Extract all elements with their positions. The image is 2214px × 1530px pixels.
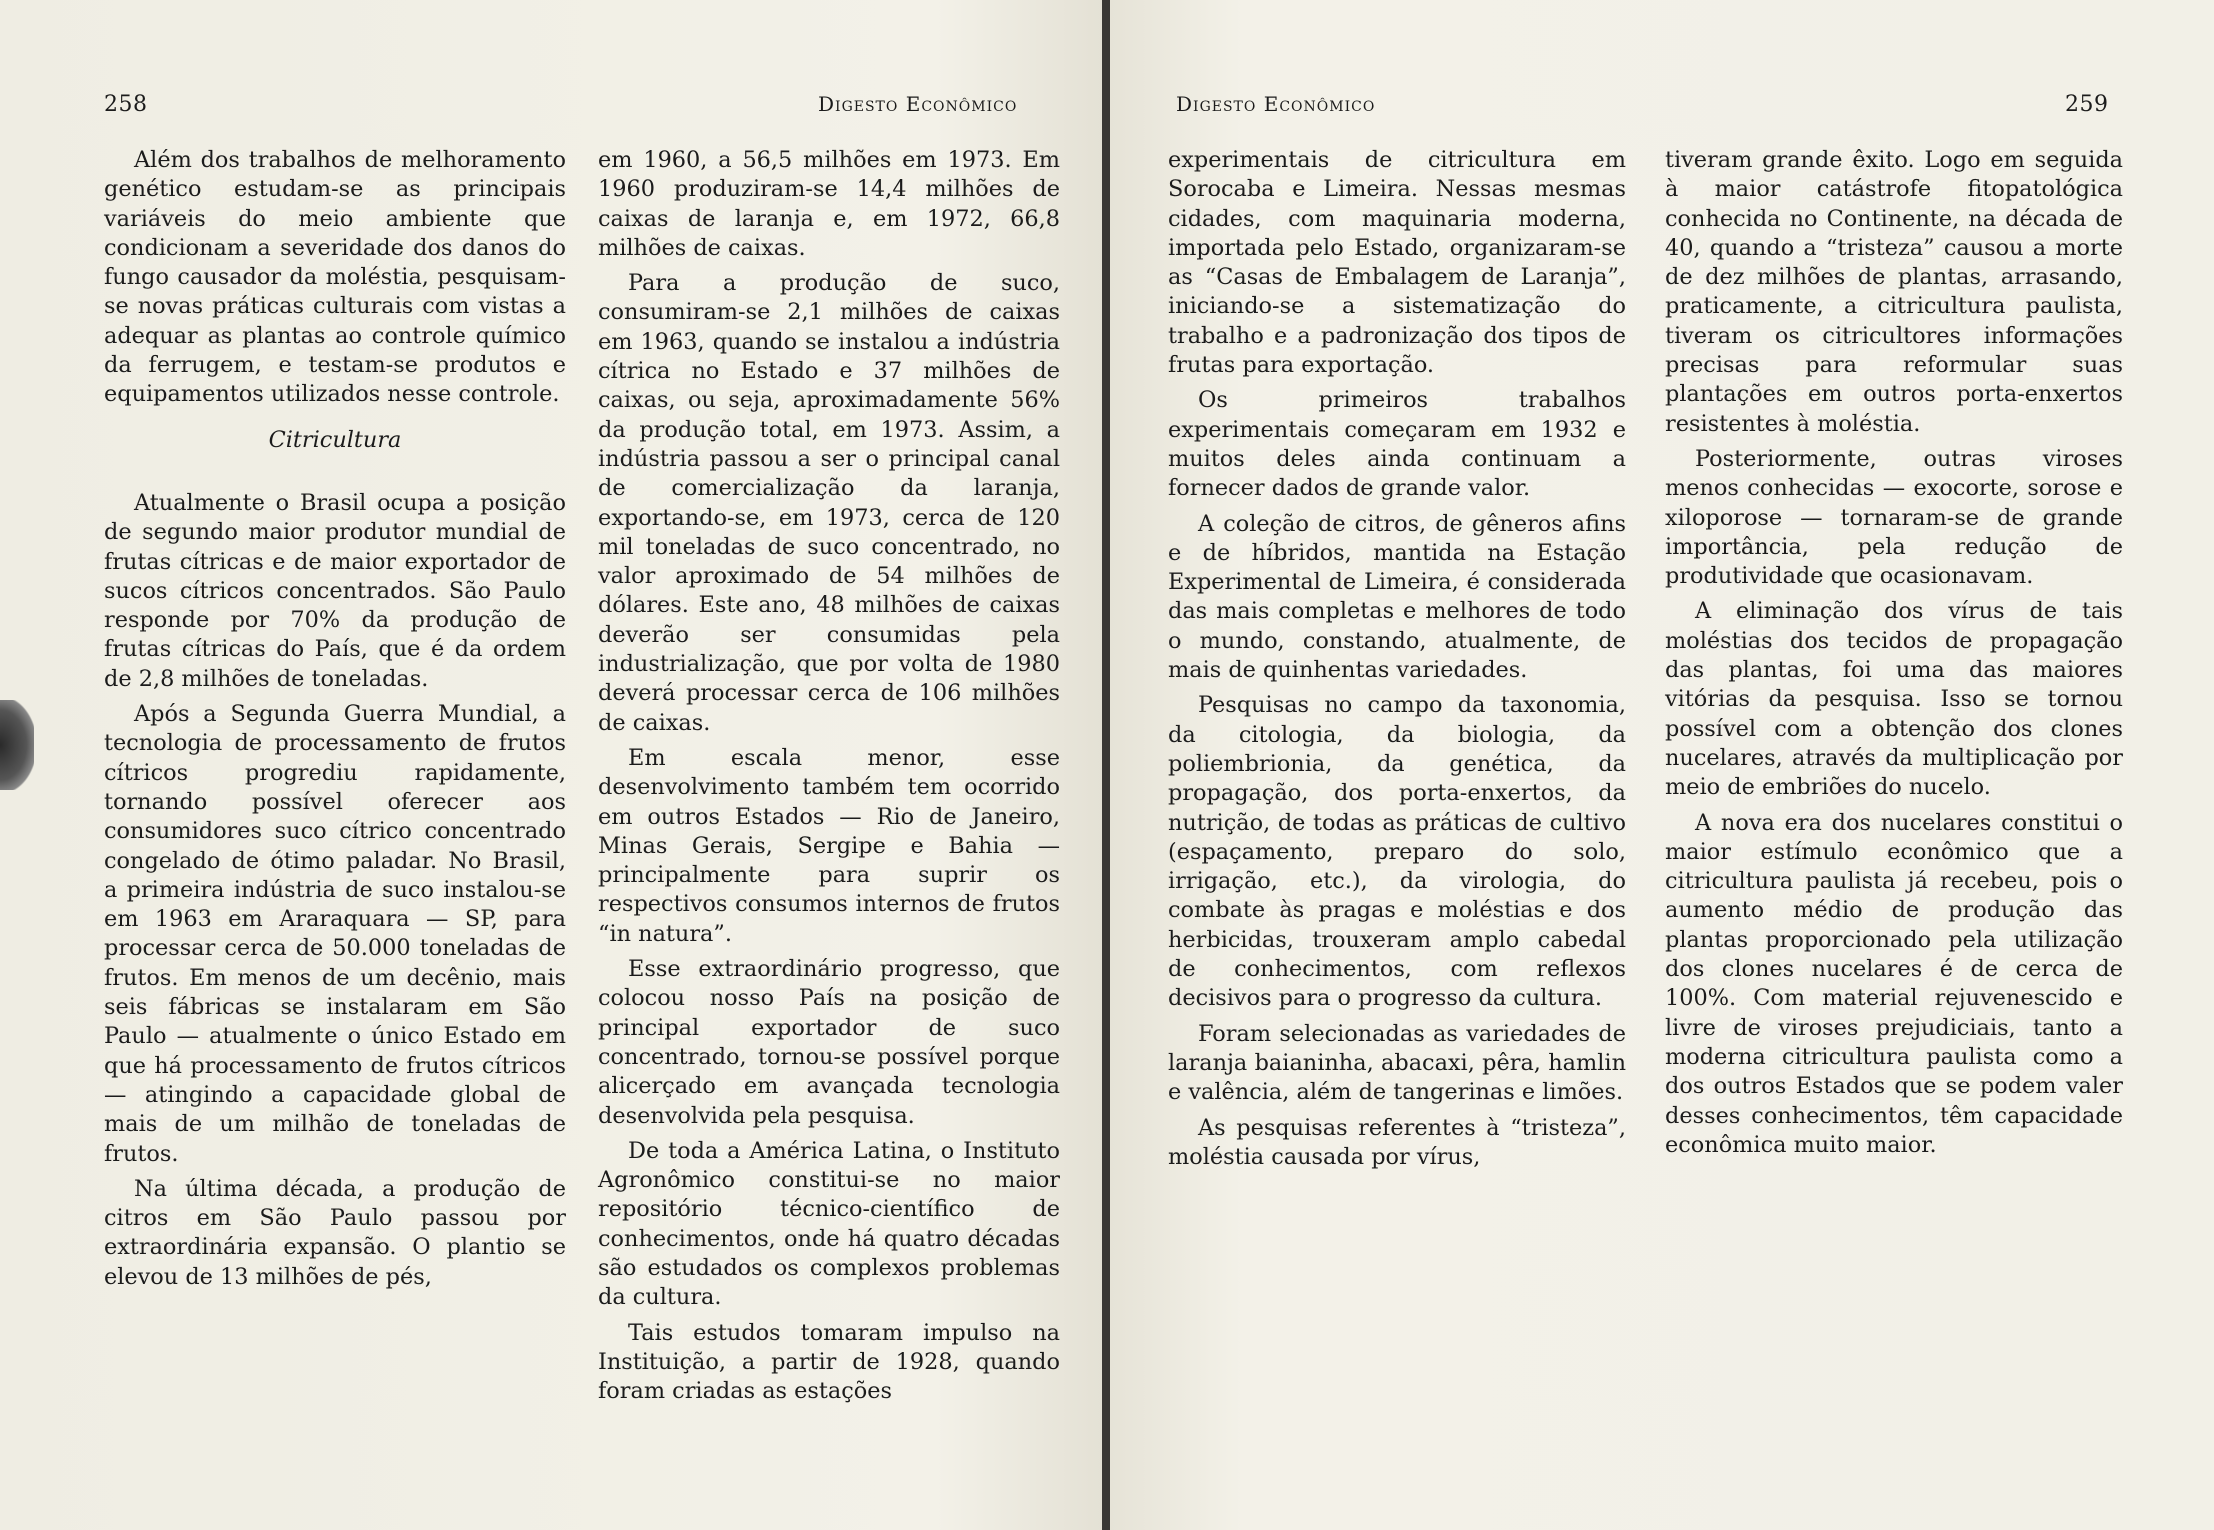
page-259 [1110, 0, 2214, 1530]
paragraph: A nova era dos nucelares constitui o maior estímulo econômico que a citricultura paulista já recebeu, pois o aumento médio de produção das plantas proporcionado pela utilização dos clones nucelares é de cerca de 100%. Com material rejuvenescido e livre de viroses prejudiciais, tanto a moderna citricultura paulista como a dos outros Estados que se podem valer desses conhecimentos, têm capacidade econômica muito maior. [1665, 809, 2123, 1158]
paragraph: A coleção de citros, de gêneros afins e de híbridos, mantida na Estação Experimental de Limeira, é considerada das mais completas e melhores de todo o mundo, constando, atualmente, de mais de quinhentas variedades. [1168, 510, 1626, 684]
paragraph: Em escala menor, esse desenvolvimento também tem ocorrido em outros Estados — Rio de Janeiro, Minas Gerais, Sergipe e Bahia — principalmente para suprir os respectivos consumos internos de frutos “in natura”. [598, 744, 1060, 947]
left-column-1 [104, 146, 566, 1298]
paragraph: Os primeiros trabalhos experimentais começaram em 1932 e muitos deles ainda continuam a fornecer dados de grande valor. [1168, 387, 1626, 502]
page-number: 258 [104, 92, 148, 117]
paragraph: Tais estudos tomaram impulso na Instituição, a partir de 1928, quando foram criadas as estações [598, 1319, 1060, 1405]
running-head: Digesto Econômico [1176, 92, 1376, 116]
page-number: 259 [2065, 92, 2109, 117]
page-258 [0, 0, 1102, 1530]
paragraph: Foram selecionadas as variedades de laranja baianinha, abacaxi, pêra, hamlin e valência, além de tangerinas e limões. [1168, 1020, 1626, 1106]
section-heading: Citricultura [268, 426, 402, 453]
paragraph: Esse extraordinário progresso, que colocou nosso País na posição de principal exportador de suco concentrado, tornou-se possível porque alicerçado em avançada tecnologia desenvolvida pela pesquisa. [598, 956, 1060, 1129]
paragraph: Posteriormente, outras viroses menos conhecidas — exocorte, sorose e xiloporose — tornaram-se de grande importância, pela redução de produtividade que ocasionavam. [1665, 445, 2123, 590]
paragraph: em 1960, a 56,5 milhões em 1973. Em 1960 produziram-se 14,4 milhões de caixas de laranja e, em 1972, 66,8 milhões de caixas. [598, 147, 1060, 261]
right-column-2 [1665, 146, 2123, 1166]
running-head: Digesto Econômico [818, 92, 1018, 116]
paragraph: tiveram grande êxito. Logo em seguida à maior catástrofe fitopatológica conhecida no Continente, na década de 40, quando a “tristeza” causou a morte de dez milhões de plantas, arrasando, praticamente, a citricultura paulista, tiveram os citricultores informações precisas para reformular suas plantações em outros porta-enxertos resistentes à moléstia. [1665, 147, 2123, 437]
binding-hole-mark [0, 700, 34, 790]
paragraph: Na última década, a produção de citros em São Paulo passou por extraordinária expansão. O plantio se elevou de 13 milhões de pés, [104, 1175, 566, 1290]
paragraph: Após a Segunda Guerra Mundial, a tecnologia de processamento de frutos cítricos progrediu rapidamente, tornando possível oferecer aos consumidores suco cítrico concentrado congelado de ótimo paladar. No Brasil, a primeira indústria de suco instalou-se em 1963 em Araraquara — SP, para processar cerca de 50.000 toneladas de frutos. Em menos de um decênio, mais seis fábricas se instalaram em São Paulo — atualmente o único Estado em que há processamento de frutos cítricos — atingindo a capacidade global de mais de um milhão de toneladas de frutos. [104, 701, 566, 1167]
paragraph: Além dos trabalhos de melhoramento genético estudam-se as principais variáveis do meio ambiente que condicionam a severidade dos danos do fungo causador da moléstia, pesquisam-se novas práticas culturais com vistas a adequar as plantas ao controle químico da ferrugem, e testam-se produtos e equipamentos utilizados nesse controle. [104, 147, 566, 408]
left-column-2 [598, 146, 1060, 1412]
paragraph: Atualmente o Brasil ocupa a posição de segundo maior produtor mundial de frutas cítricas e de maior exportador de sucos cítricos concentrados. São Paulo responde por 70% da produção de frutas cítricas do País, que é da ordem de 2,8 milhões de toneladas. [104, 489, 566, 692]
right-column-1 [1168, 146, 1626, 1178]
paragraph: experimentais de citricultura em Sorocaba e Limeira. Nessas mesmas cidades, com maquinaria moderna, importada pelo Estado, organizaram-se as “Casas de Embalagem de Laranja”, iniciando-se a sistematização do trabalho e a padronização dos tipos de frutas para exportação. [1168, 147, 1626, 379]
paragraph: Para a produção de suco, consumiram-se 2,1 milhões de caixas em 1963, quando se instalou a indústria cítrica no Estado e 37 milhões de caixas, ou seja, aproximadamente 56% da produção total, em 1973. Assim, a indústria passou a ser o principal canal de comercialização da laranja, exportando-se, em 1973, cerca de 120 mil toneladas de suco concentrado, no valor aproximado de 54 milhões de dólares. Este ano, 48 milhões de caixas deverão ser consumidas pela industrialização, que por volta de 1980 deverá processar cerca de 106 milhões de caixas. [598, 270, 1060, 736]
paragraph: A eliminação dos vírus de tais moléstias dos tecidos de propagação das plantas, foi uma das maiores vitórias da pesquisa. Isso se tornou possível com a obtenção dos clones nucelares, através da multiplicação por meio de embriões do nucelo. [1665, 598, 2123, 801]
paragraph: De toda a América Latina, o Instituto Agronômico constitui-se no maior repositório técnico-científico de conhecimentos, onde há quatro décadas são estudados os complexos problemas da cultura. [598, 1137, 1060, 1311]
paragraph: Pesquisas no campo da taxonomia, da citologia, da biologia, da poliembrionia, da genética, da propagação, dos porta-enxertos, da nutrição, de todas as práticas de cultivo (espaçamento, preparo do solo, irrigação, etc.), da virologia, do combate às pragas e moléstias e dos herbicidas, trouxeram amplo cabedal de conhecimentos, com reflexos decisivos para o progresso da cultura. [1168, 692, 1626, 1012]
book-gutter [1102, 0, 1110, 1530]
paragraph: As pesquisas referentes à “tristeza”, moléstia causada por vírus, [1168, 1114, 1626, 1170]
